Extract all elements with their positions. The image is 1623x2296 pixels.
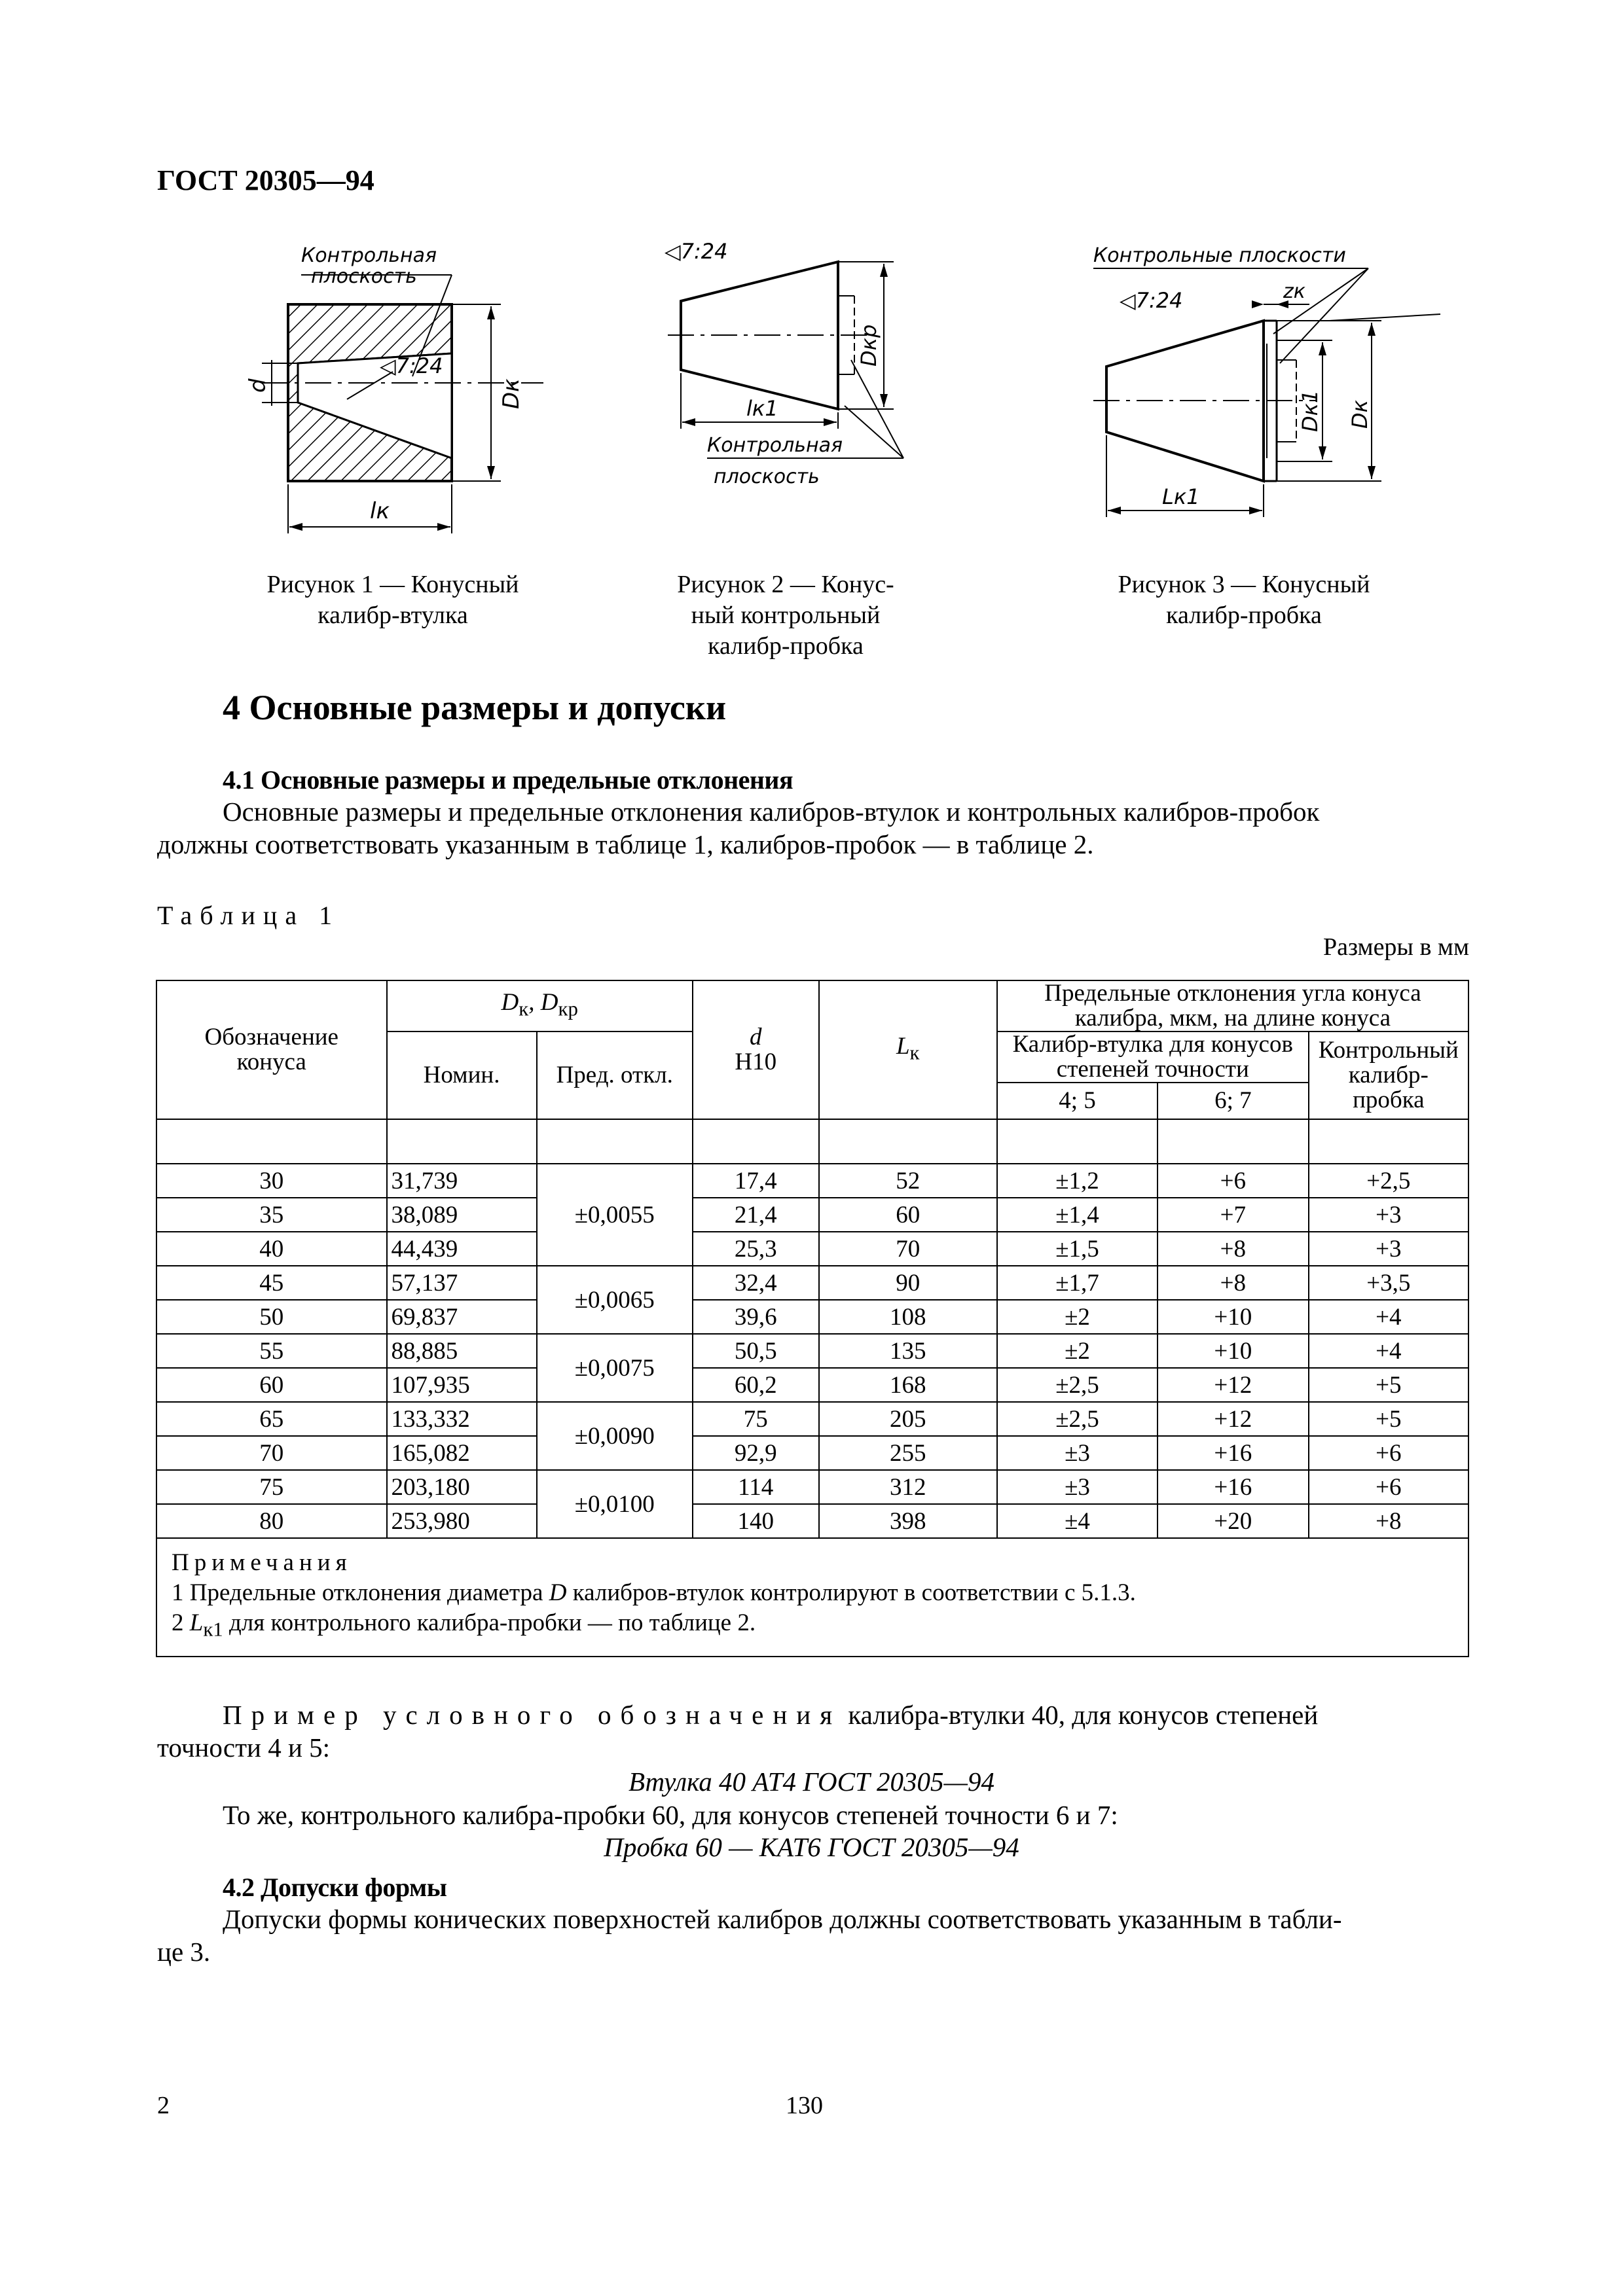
fig1-plane-label-2: плоскость (311, 265, 417, 288)
fig3-dk1-label: Dк1 (1298, 389, 1322, 432)
cell-lk: 90 (819, 1266, 997, 1300)
cell-lk: 255 (819, 1436, 997, 1470)
cell-angle-45: ±2,5 (997, 1402, 1158, 1436)
fig1-dk-label: Dк (498, 378, 524, 409)
subsection-title-4-1: 4.1 Основные размеры и предельные отклонения (223, 765, 793, 795)
cell-lk: 70 (819, 1232, 997, 1266)
fig2-plane-label-1: Контрольная (707, 434, 843, 457)
cell-angle-67: +6 (1158, 1164, 1309, 1198)
cell-control: +6 (1309, 1470, 1468, 1504)
cell-lk: 205 (819, 1402, 997, 1436)
cell-angle-45: ±1,5 (997, 1232, 1158, 1266)
fig3-planes-label: Контрольные плоскости (1093, 244, 1346, 267)
note-2: 2 $L_{к1}$ для контрольного калибра-пробки — по таблице 2. (172, 1609, 756, 1641)
cell-angle-67: +8 (1158, 1232, 1309, 1266)
para-4-1-line-1: Основные размеры и предельные отклонения калибров-втулок и контрольных калибров-пробок (223, 797, 1320, 827)
cell-d: 114 (693, 1470, 819, 1504)
cell-angle-67: +12 (1158, 1368, 1309, 1402)
cell-cone: 50 (156, 1300, 387, 1334)
header-grade-45: 4; 5 (997, 1083, 1158, 1119)
cell-lk: 60 (819, 1198, 997, 1232)
figure-3 (1080, 236, 1447, 629)
cell-d: 25,3 (693, 1232, 819, 1266)
example-line-2: точности 4 и 5: (157, 1732, 331, 1763)
figure-3-drawing (1080, 236, 1447, 537)
cell-nominal: 31,739 (387, 1164, 537, 1198)
header-bush: Калибр-втулка для конусов степеней точности (997, 1031, 1309, 1083)
table-1-units: Размеры в мм (1323, 933, 1469, 961)
fig3-zk-label: zк (1283, 280, 1305, 303)
cell-d: 17,4 (693, 1164, 819, 1198)
table-row (156, 1164, 1468, 1198)
cell-nominal: 165,082 (387, 1436, 537, 1470)
cell-angle-67: +10 (1158, 1334, 1309, 1368)
subsection-title-4-2: 4.2 Допуски формы (223, 1873, 447, 1902)
cell-cone: 80 (156, 1504, 387, 1538)
cell-cone: 70 (156, 1436, 387, 1470)
cell-angle-45: ±2 (997, 1334, 1158, 1368)
table-1-label: Таблица 1 (157, 901, 340, 930)
cell-nominal: 107,935 (387, 1368, 537, 1402)
figure-3-caption: Рисунок 3 — Конусный калибр-пробка (1118, 571, 1370, 629)
table-row (156, 1334, 1468, 1368)
cell-control: +5 (1309, 1402, 1468, 1436)
cell-lk: 168 (819, 1368, 997, 1402)
cell-nominal: 69,837 (387, 1300, 537, 1334)
cell-angle-67: +12 (1158, 1402, 1309, 1436)
table-row (156, 1300, 1468, 1334)
cell-control: +3 (1309, 1232, 1468, 1266)
cell-d: 92,9 (693, 1436, 819, 1470)
cell-d: 140 (693, 1504, 819, 1538)
cell-nominal: 203,180 (387, 1470, 537, 1504)
cell-control: +4 (1309, 1334, 1468, 1368)
cell-lk: 108 (819, 1300, 997, 1334)
cell-angle-67: +8 (1158, 1266, 1309, 1300)
table-1 (156, 980, 1469, 1657)
cell-nominal: 44,439 (387, 1232, 537, 1266)
figure-2 (655, 236, 943, 660)
footer-page-left: 2 (157, 2092, 170, 2119)
example-code-2: Пробка 60 — КАТ6 ГОСТ 20305—94 (604, 1832, 1019, 1862)
fig3-taper-label: ◁7:24 (1120, 288, 1183, 313)
figure-2-drawing (655, 236, 943, 517)
cell-d: 50,5 (693, 1334, 819, 1368)
figure-2-caption: Рисунок 2 — Конус- ный контрольный калибр-пробка (677, 571, 894, 660)
para-4-1-line-2: должны соответствовать указанным в таблице 1, калибров-пробок — в таблице 2. (157, 829, 1094, 859)
cell-d: 75 (693, 1402, 819, 1436)
table-row (156, 1504, 1468, 1538)
header-designation: Обозначение конуса (156, 980, 387, 1119)
cell-lk: 135 (819, 1334, 997, 1368)
cell-deviation: ±0,0055 (537, 1164, 693, 1266)
figure-1-caption: Рисунок 1 — Конусный калибр-втулка (266, 571, 519, 629)
cell-cone: 35 (156, 1198, 387, 1232)
cell-angle-45: ±2 (997, 1300, 1158, 1334)
table-row (156, 1266, 1468, 1300)
cell-cone: 30 (156, 1164, 387, 1198)
section-title: 4 Основные размеры и допуски (223, 688, 727, 727)
cell-d: 39,6 (693, 1300, 819, 1334)
cell-nominal: 88,885 (387, 1334, 537, 1368)
example-line-3: То же, контрольного калибра-пробки 60, для конусов степеней точности 6 и 7: (223, 1800, 1118, 1830)
header-nominal: Номин. (387, 1031, 537, 1119)
cell-cone: 45 (156, 1266, 387, 1300)
cell-deviation: ±0,0065 (537, 1266, 693, 1334)
cell-angle-45: ±1,7 (997, 1266, 1158, 1300)
cell-control: +3,5 (1309, 1266, 1468, 1300)
table-row (156, 1232, 1468, 1266)
header-d-h10: d H10 (693, 980, 819, 1119)
figure-1-drawing (236, 236, 550, 543)
cell-angle-67: +7 (1158, 1198, 1309, 1232)
header-control-plug: Контрольный калибр- пробка (1309, 1031, 1468, 1119)
cell-lk: 398 (819, 1504, 997, 1538)
table-1-header (156, 980, 1468, 1164)
header-grade-67: 6; 7 (1158, 1083, 1309, 1119)
cell-lk: 312 (819, 1470, 997, 1504)
cell-angle-45: ±2,5 (997, 1368, 1158, 1402)
cell-d: 21,4 (693, 1198, 819, 1232)
table-1-notes: Примечания 1 Предельные отклонения диаметра D калибров-втулок контролируют в соответствии с 5.1.3. 2 $L_{к1}$ для контрольного калибра-пробки — по таблице 2. (156, 1538, 1468, 1657)
footer-page-center: 130 (786, 2092, 823, 2119)
cell-cone: 75 (156, 1470, 387, 1504)
document-header: ГОСТ 20305—94 (157, 164, 374, 196)
cell-control: +5 (1309, 1368, 1468, 1402)
fig1-d-label: d (245, 378, 271, 393)
cell-deviation: ±0,0100 (537, 1470, 693, 1538)
cell-angle-45: ±3 (997, 1436, 1158, 1470)
cell-angle-45: ±4 (997, 1504, 1158, 1538)
cell-d: 60,2 (693, 1368, 819, 1402)
table-row (156, 1368, 1468, 1402)
cell-cone: 65 (156, 1402, 387, 1436)
table-1-body (156, 1164, 1468, 1538)
header-lk: $L_к$ (819, 980, 997, 1119)
cell-control: +4 (1309, 1300, 1468, 1334)
cell-cone: 60 (156, 1368, 387, 1402)
figure-1 (236, 236, 550, 629)
cell-angle-67: +10 (1158, 1300, 1309, 1334)
cell-nominal: 253,980 (387, 1504, 537, 1538)
cell-d: 32,4 (693, 1266, 819, 1300)
cell-deviation: ±0,0075 (537, 1334, 693, 1402)
cell-angle-67: +16 (1158, 1436, 1309, 1470)
cell-angle-45: ±1,2 (997, 1164, 1158, 1198)
fig2-dkp-label: Dкр (856, 324, 881, 367)
fig1-plane-label-1: Контрольная (301, 244, 437, 267)
fig3-dk-label: Dк (1347, 400, 1372, 429)
cell-nominal: 38,089 (387, 1198, 537, 1232)
table-row (156, 1470, 1468, 1504)
fig2-taper-label: ◁7:24 (665, 239, 728, 264)
cell-angle-45: ±1,4 (997, 1198, 1158, 1232)
header-dk-dkp: $D_к$, $D_{кр}$ (387, 980, 693, 1031)
para-4-2-line-2: це 3. (157, 1937, 211, 1967)
cell-cone: 40 (156, 1232, 387, 1266)
fig2-lk1-label: lк1 (746, 396, 778, 421)
note-1: 1 Предельные отклонения диаметра D калибров-втулок контролируют в соответствии с 5.1.3. (172, 1579, 1136, 1606)
cell-control: +8 (1309, 1504, 1468, 1538)
cell-control: +6 (1309, 1436, 1468, 1470)
table-row (156, 1402, 1468, 1436)
fig2-plane-label-2: плоскость (714, 465, 820, 488)
table-row (156, 1198, 1468, 1232)
header-angle-deviation: Предельные отклонения угла конуса калибра, мкм, на длине конуса (997, 980, 1468, 1031)
para-4-2-line-1: Допуски формы конических поверхностей калибров должны соответствовать указанным в табли- (223, 1904, 1342, 1934)
cell-nominal: 57,137 (387, 1266, 537, 1300)
fig1-taper-label: ◁7:24 (380, 353, 443, 378)
table-row (156, 1436, 1468, 1470)
header-deviation: Пред. откл. (537, 1031, 693, 1119)
cell-deviation: ±0,0090 (537, 1402, 693, 1470)
cell-control: +3 (1309, 1198, 1468, 1232)
example-line-1: Пример условного обозначения калибра-втулки 40, для конусов степеней (223, 1700, 1319, 1730)
example-code-1: Втулка 40 АТ4 ГОСТ 20305—94 (628, 1767, 995, 1797)
cell-nominal: 133,332 (387, 1402, 537, 1436)
fig1-lk-label: lк (370, 498, 390, 524)
cell-angle-67: +16 (1158, 1470, 1309, 1504)
cell-angle-67: +20 (1158, 1504, 1309, 1538)
cell-cone: 55 (156, 1334, 387, 1368)
cell-control: +2,5 (1309, 1164, 1468, 1198)
cell-angle-45: ±3 (997, 1470, 1158, 1504)
fig3-lk1-label: Lк1 (1162, 484, 1200, 509)
cell-lk: 52 (819, 1164, 997, 1198)
